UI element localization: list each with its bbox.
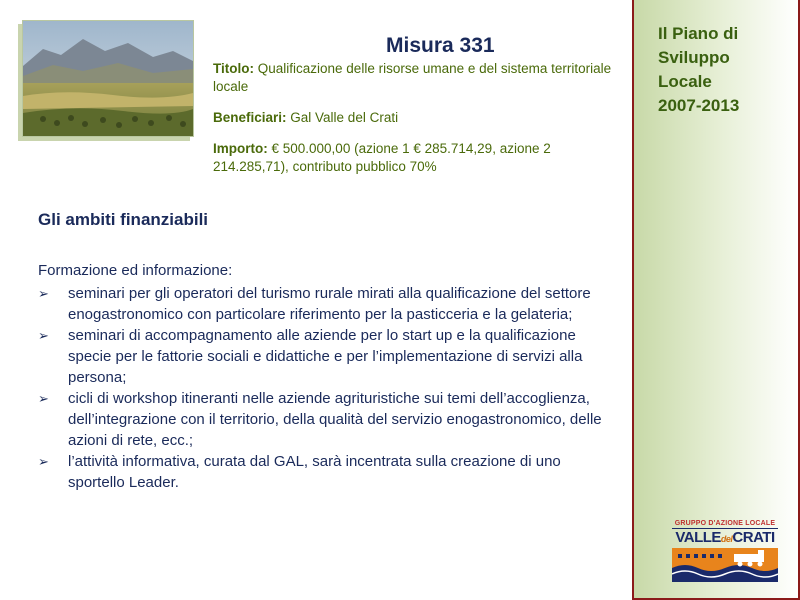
arrow-bullet-icon: ➢	[38, 391, 49, 406]
sidebar-title-line: Locale	[658, 72, 712, 91]
measure-title: Misura 331	[386, 34, 495, 57]
logo-emblem-icon	[672, 548, 778, 582]
logo-top-text: GRUPPO D'AZIONE LOCALE	[672, 520, 778, 529]
sidebar-title-line: Il Piano di	[658, 24, 739, 43]
titolo-line	[213, 60, 623, 96]
list-item-text: cicli di workshop itineranti nelle aziende agrituristiche sui temi dell’accoglienza, dell’integrazione con il territorio, della qualità del servizio enogastronomico, delle azioni di rete, ecc.;	[68, 390, 602, 449]
sidebar-title-line: Sviluppo	[658, 48, 730, 67]
arrow-bullet-icon: ➢	[38, 286, 49, 301]
list-item-text: seminari di accompagnamento alle aziende per lo start up e la qualificazione specie per le fattorie sociali e didattiche e per l’implementazione di servizi alla persona;	[68, 327, 583, 386]
landscape-image	[23, 21, 193, 136]
logo-name-left: VALLE	[675, 529, 721, 546]
list-item	[38, 325, 618, 388]
sidebar-title-line: 2007-2013	[658, 96, 740, 115]
logo-name-right: CRATI	[732, 529, 775, 546]
arrow-bullet-icon: ➢	[38, 454, 49, 469]
list-item	[38, 388, 618, 451]
list-item	[38, 451, 618, 493]
list-item-text: l’attività informativa, curata dal GAL, sarà incentrata sulla creazione di uno sportello Leader.	[68, 453, 561, 491]
list-item-text: seminari per gli operatori del turismo rurale mirati alla qualificazione del settore enogastronomico con particolare riferimento per la pasticceria e la gelateria;	[68, 285, 591, 323]
ambiti-list	[38, 283, 618, 493]
titolo-label: Titolo:	[213, 61, 254, 76]
beneficiari-line	[213, 109, 623, 127]
logo-name	[672, 529, 778, 548]
beneficiari-label: Beneficiari:	[213, 110, 287, 125]
importo-value: € 500.000,00 (azione 1 € 285.714,29, azione 2 214.285,71), contributo pubblico 70%	[213, 141, 551, 174]
landscape-photo	[22, 20, 194, 137]
section-subheading: Formazione ed informazione:	[38, 262, 233, 279]
gal-logo	[672, 520, 778, 590]
measure-info	[213, 60, 623, 189]
sidebar-title	[658, 22, 739, 118]
list-item	[38, 283, 618, 325]
importo-label: Importo:	[213, 141, 268, 156]
sidebar-panel	[632, 0, 800, 600]
beneficiari-value: Gal Valle del Crati	[286, 110, 399, 125]
arrow-bullet-icon: ➢	[38, 328, 49, 343]
section-heading: Gli ambiti finanziabili	[38, 210, 209, 229]
titolo-value: Qualificazione delle risorse umane e del sistema territoriale locale	[213, 61, 612, 94]
logo-name-mid: del	[720, 534, 733, 544]
importo-line	[213, 140, 623, 176]
